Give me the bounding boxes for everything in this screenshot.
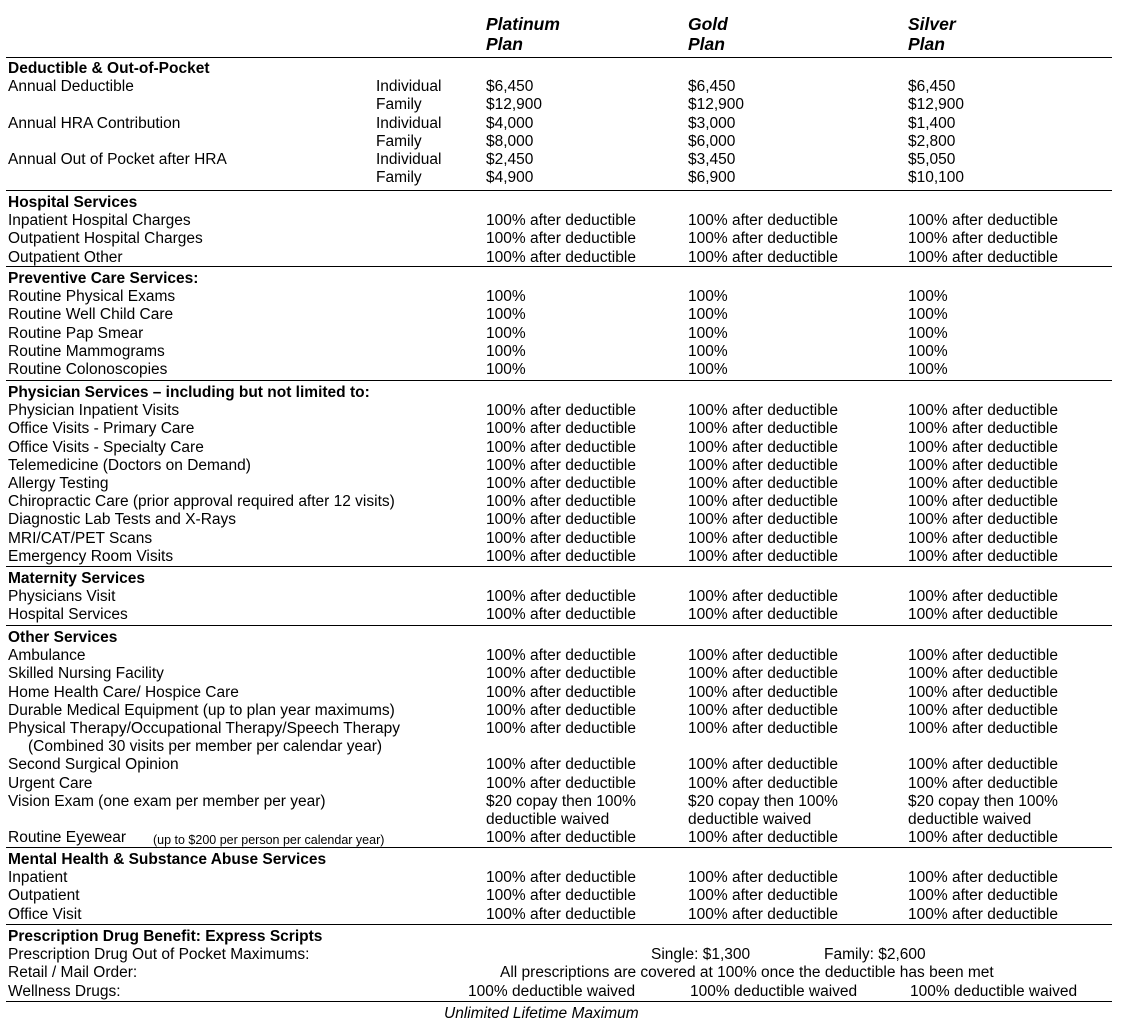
platinum-value: 100% after deductible <box>486 456 636 474</box>
platinum-value: 100% <box>486 288 526 306</box>
section-title: Other Services <box>8 629 118 646</box>
row-label: Prescription Drug Out of Pocket Maximums: <box>8 946 310 964</box>
silver-value: 100% after deductible <box>908 475 1058 492</box>
section-title: Hospital Services <box>8 194 138 211</box>
gold-value: 100% after deductible <box>688 248 838 266</box>
gold-value: 100% after deductible <box>688 829 838 847</box>
platinum-value: 100% after deductible <box>486 212 636 230</box>
section-title: Mental Health & Substance Abuse Services <box>8 851 327 868</box>
section-divider <box>6 566 1112 567</box>
gold-value: 100% after deductible <box>688 606 838 624</box>
gold-value: $6,000 <box>688 132 736 150</box>
silver-value: 100% <box>908 288 948 306</box>
platinum-value: 100% after deductible <box>486 438 636 456</box>
silver-value: $10,100 <box>908 169 965 187</box>
row-label: Allergy Testing <box>8 475 109 492</box>
row-label: Routine Well Child Care <box>8 306 174 324</box>
platinum-value: 100% after deductible <box>486 511 636 529</box>
silver-value: 100% after deductible <box>908 438 1058 456</box>
silver-value: 100% after deductible <box>908 547 1058 565</box>
platinum-value: 100% after deductible <box>486 701 636 719</box>
row-label: Home Health Care/ Hospice Care <box>8 683 239 701</box>
gold-value: 100% after deductible <box>688 402 838 420</box>
silver-value: 100% after deductible <box>908 869 1058 887</box>
gold-value: 100% after deductible <box>688 456 838 474</box>
rx-family-max: Family: $2,600 <box>824 946 926 964</box>
row-label: Urgent Care <box>8 774 93 792</box>
platinum-value: 100% after deductible <box>486 869 636 887</box>
row-label: Annual Deductible <box>8 78 134 96</box>
platinum-value: 100% after deductible <box>486 248 636 266</box>
gold-value: 100% <box>688 324 728 342</box>
rx-single-max: Single: $1,300 <box>651 946 751 964</box>
row-label: Annual HRA Contribution <box>8 114 181 132</box>
platinum-value: 100% after deductible <box>486 720 636 737</box>
gold-value: 100% <box>688 361 728 378</box>
silver-value: 100% <box>908 324 948 342</box>
silver-value: deductible waived <box>908 811 1032 828</box>
gold-value: 100% after deductible <box>688 212 838 230</box>
platinum-value: $8,000 <box>486 132 534 150</box>
platinum-value: 100% <box>486 361 526 378</box>
gold-value: 100% after deductible <box>688 511 838 529</box>
section-divider <box>6 625 1112 626</box>
row-note: (Combined 30 visits per member per calendar year) <box>28 738 383 756</box>
gold-value: 100% after deductible <box>688 701 838 719</box>
gold-value: 100% after deductible <box>688 905 838 923</box>
section-title: Prescription Drug Benefit: Express Scripts <box>8 928 323 945</box>
platinum-value: 100% <box>486 306 526 324</box>
row-label: Physicians Visit <box>8 588 116 606</box>
gold-value: 100% <box>688 342 728 360</box>
section-title: Deductible & Out-of-Pocket <box>8 60 210 77</box>
platinum-value: 100% deductible waived <box>468 982 636 1000</box>
row-label: Vision Exam (one exam per member per year) <box>8 792 326 810</box>
row-label: Telemedicine (Doctors on Demand) <box>8 456 251 474</box>
gold-value: 100% after deductible <box>688 547 838 565</box>
silver-value: $5,050 <box>908 151 956 168</box>
row-label: Routine Pap Smear <box>8 324 144 342</box>
silver-value: 100% after deductible <box>908 756 1058 774</box>
platinum-value: 100% after deductible <box>486 493 636 511</box>
gold-value: 100% after deductible <box>688 720 838 737</box>
silver-value: 100% after deductible <box>908 493 1058 511</box>
gold-value: 100% after deductible <box>688 774 838 792</box>
gold-value: 100% <box>688 288 728 306</box>
section-divider <box>6 924 1112 925</box>
row-label: Office Visits - Specialty Care <box>8 438 204 456</box>
rx-retail-text: All prescriptions are covered at 100% once the deductible has been met <box>500 964 994 982</box>
row-label: Emergency Room Visits <box>8 547 174 565</box>
row-label: Durable Medical Equipment (up to plan year maximums) <box>8 701 395 719</box>
silver-value: 100% after deductible <box>908 420 1058 438</box>
platinum-plan-header: Platinum Plan <box>486 14 560 54</box>
platinum-value: 100% after deductible <box>486 905 636 923</box>
row-label: Diagnostic Lab Tests and X-Rays <box>8 511 237 529</box>
platinum-value: 100% <box>486 342 526 360</box>
gold-value: 100% after deductible <box>688 529 838 547</box>
section-title: Preventive Care Services: <box>8 270 199 287</box>
tier-label: Family <box>376 96 422 114</box>
silver-plan-header: Silver Plan <box>908 14 956 54</box>
gold-value: $3,000 <box>688 114 736 132</box>
section-title: Physician Services – including but not limited to: <box>8 384 370 401</box>
gold-value: $12,900 <box>688 96 745 114</box>
silver-value: 100% after deductible <box>908 529 1058 547</box>
divider <box>6 57 1112 58</box>
silver-value: 100% after deductible <box>908 905 1058 923</box>
lifetime-maximum-footer: Unlimited Lifetime Maximum <box>444 1005 639 1022</box>
row-label: Retail / Mail Order: <box>8 964 138 982</box>
row-label: Inpatient Hospital Charges <box>8 212 191 230</box>
platinum-value: 100% after deductible <box>486 420 636 438</box>
gold-value: 100% after deductible <box>688 647 838 665</box>
gold-value: 100% after deductible <box>688 665 838 683</box>
row-label: Wellness Drugs: <box>8 982 121 1000</box>
row-label: Inpatient <box>8 869 68 887</box>
silver-value: 100% <box>908 342 948 360</box>
gold-value: 100% after deductible <box>688 869 838 887</box>
silver-value: $6,450 <box>908 78 956 96</box>
row-label: Second Surgical Opinion <box>8 756 179 774</box>
gold-value: $6,900 <box>688 169 736 187</box>
gold-value: 100% after deductible <box>688 887 838 905</box>
row-label: Outpatient <box>8 887 80 905</box>
gold-value: 100% <box>688 306 728 324</box>
platinum-value: $2,450 <box>486 151 534 168</box>
row-label: Physical Therapy/Occupational Therapy/Speech Therapy <box>8 720 401 737</box>
silver-value: 100% after deductible <box>908 402 1058 420</box>
gold-value: 100% after deductible <box>688 588 838 606</box>
row-label: Office Visits - Primary Care <box>8 420 195 438</box>
tier-label: Individual <box>376 151 442 168</box>
silver-value: 100% after deductible <box>908 720 1058 737</box>
section-title: Maternity Services <box>8 570 145 587</box>
row-label: Routine Mammograms <box>8 342 165 360</box>
platinum-value: 100% after deductible <box>486 230 636 248</box>
silver-value: 100% after deductible <box>908 829 1058 847</box>
silver-value: 100% after deductible <box>908 665 1058 683</box>
gold-value: 100% after deductible <box>688 475 838 492</box>
platinum-value: 100% after deductible <box>486 774 636 792</box>
gold-value: 100% after deductible <box>688 683 838 701</box>
gold-plan-header: Gold Plan <box>688 14 728 54</box>
silver-value: 100% <box>908 361 948 378</box>
row-label: Hospital Services <box>8 606 128 624</box>
section-divider <box>6 190 1112 191</box>
gold-value: $3,450 <box>688 151 736 168</box>
row-label: Outpatient Other <box>8 248 123 266</box>
gold-value: deductible waived <box>688 811 812 828</box>
section-divider <box>6 847 1112 848</box>
row-label: Routine Physical Exams <box>8 288 176 306</box>
silver-value: 100% after deductible <box>908 647 1058 665</box>
row-label: Skilled Nursing Facility <box>8 665 164 683</box>
silver-value: 100% after deductible <box>908 456 1058 474</box>
tier-label: Family <box>376 132 422 150</box>
silver-value: 100% <box>908 306 948 324</box>
silver-value: 100% after deductible <box>908 248 1058 266</box>
platinum-value: $20 copay then 100% <box>486 792 636 810</box>
gold-value: 100% after deductible <box>688 493 838 511</box>
silver-value: $2,800 <box>908 132 956 150</box>
silver-value: 100% after deductible <box>908 588 1058 606</box>
row-label: Routine Eyewear <box>8 829 127 847</box>
platinum-value: 100% after deductible <box>486 402 636 420</box>
silver-value: 100% after deductible <box>908 606 1058 624</box>
silver-value: $20 copay then 100% <box>908 792 1058 810</box>
platinum-value: 100% after deductible <box>486 683 636 701</box>
platinum-value: $6,450 <box>486 78 534 96</box>
silver-value: 100% after deductible <box>908 212 1058 230</box>
silver-value: 100% after deductible <box>908 701 1058 719</box>
tier-label: Individual <box>376 114 442 132</box>
silver-value: 100% after deductible <box>908 511 1058 529</box>
gold-value: $20 copay then 100% <box>688 792 838 810</box>
platinum-value: 100% after deductible <box>486 606 636 624</box>
platinum-value: $4,900 <box>486 169 534 187</box>
section-divider <box>6 266 1112 267</box>
row-label: Outpatient Hospital Charges <box>8 230 203 248</box>
gold-value: $6,450 <box>688 78 736 96</box>
row-label: Ambulance <box>8 647 86 665</box>
gold-value: 100% after deductible <box>688 756 838 774</box>
silver-value: 100% deductible waived <box>910 982 1078 1000</box>
row-label: Routine Colonoscopies <box>8 361 168 378</box>
row-note: (up to $200 per person per calendar year) <box>153 833 385 848</box>
platinum-value: 100% after deductible <box>486 588 636 606</box>
platinum-value: 100% after deductible <box>486 756 636 774</box>
gold-value: 100% after deductible <box>688 230 838 248</box>
platinum-value: 100% after deductible <box>486 647 636 665</box>
silver-value: 100% after deductible <box>908 683 1058 701</box>
section-divider <box>6 1001 1112 1002</box>
platinum-value: 100% after deductible <box>486 665 636 683</box>
platinum-value: 100% after deductible <box>486 547 636 565</box>
silver-value: 100% after deductible <box>908 230 1058 248</box>
silver-value: $1,400 <box>908 114 956 132</box>
platinum-value: 100% after deductible <box>486 829 636 847</box>
gold-value: 100% after deductible <box>688 438 838 456</box>
row-label: Physician Inpatient Visits <box>8 402 180 420</box>
row-label: Annual Out of Pocket after HRA <box>8 151 227 168</box>
silver-value: $12,900 <box>908 96 965 114</box>
gold-value: 100% deductible waived <box>690 982 858 1000</box>
section-divider <box>6 380 1112 381</box>
platinum-value: 100% <box>486 324 526 342</box>
gold-value: 100% after deductible <box>688 420 838 438</box>
row-label: MRI/CAT/PET Scans <box>8 529 153 547</box>
platinum-value: deductible waived <box>486 811 610 828</box>
platinum-value: 100% after deductible <box>486 887 636 905</box>
tier-label: Individual <box>376 78 442 96</box>
tier-label: Family <box>376 169 422 187</box>
silver-value: 100% after deductible <box>908 887 1058 905</box>
row-label: Office Visit <box>8 905 82 923</box>
platinum-value: $4,000 <box>486 114 534 132</box>
platinum-value: 100% after deductible <box>486 475 636 492</box>
silver-value: 100% after deductible <box>908 774 1058 792</box>
platinum-value: 100% after deductible <box>486 529 636 547</box>
row-label: Chiropractic Care (prior approval required after 12 visits) <box>8 493 395 511</box>
platinum-value: $12,900 <box>486 96 543 114</box>
